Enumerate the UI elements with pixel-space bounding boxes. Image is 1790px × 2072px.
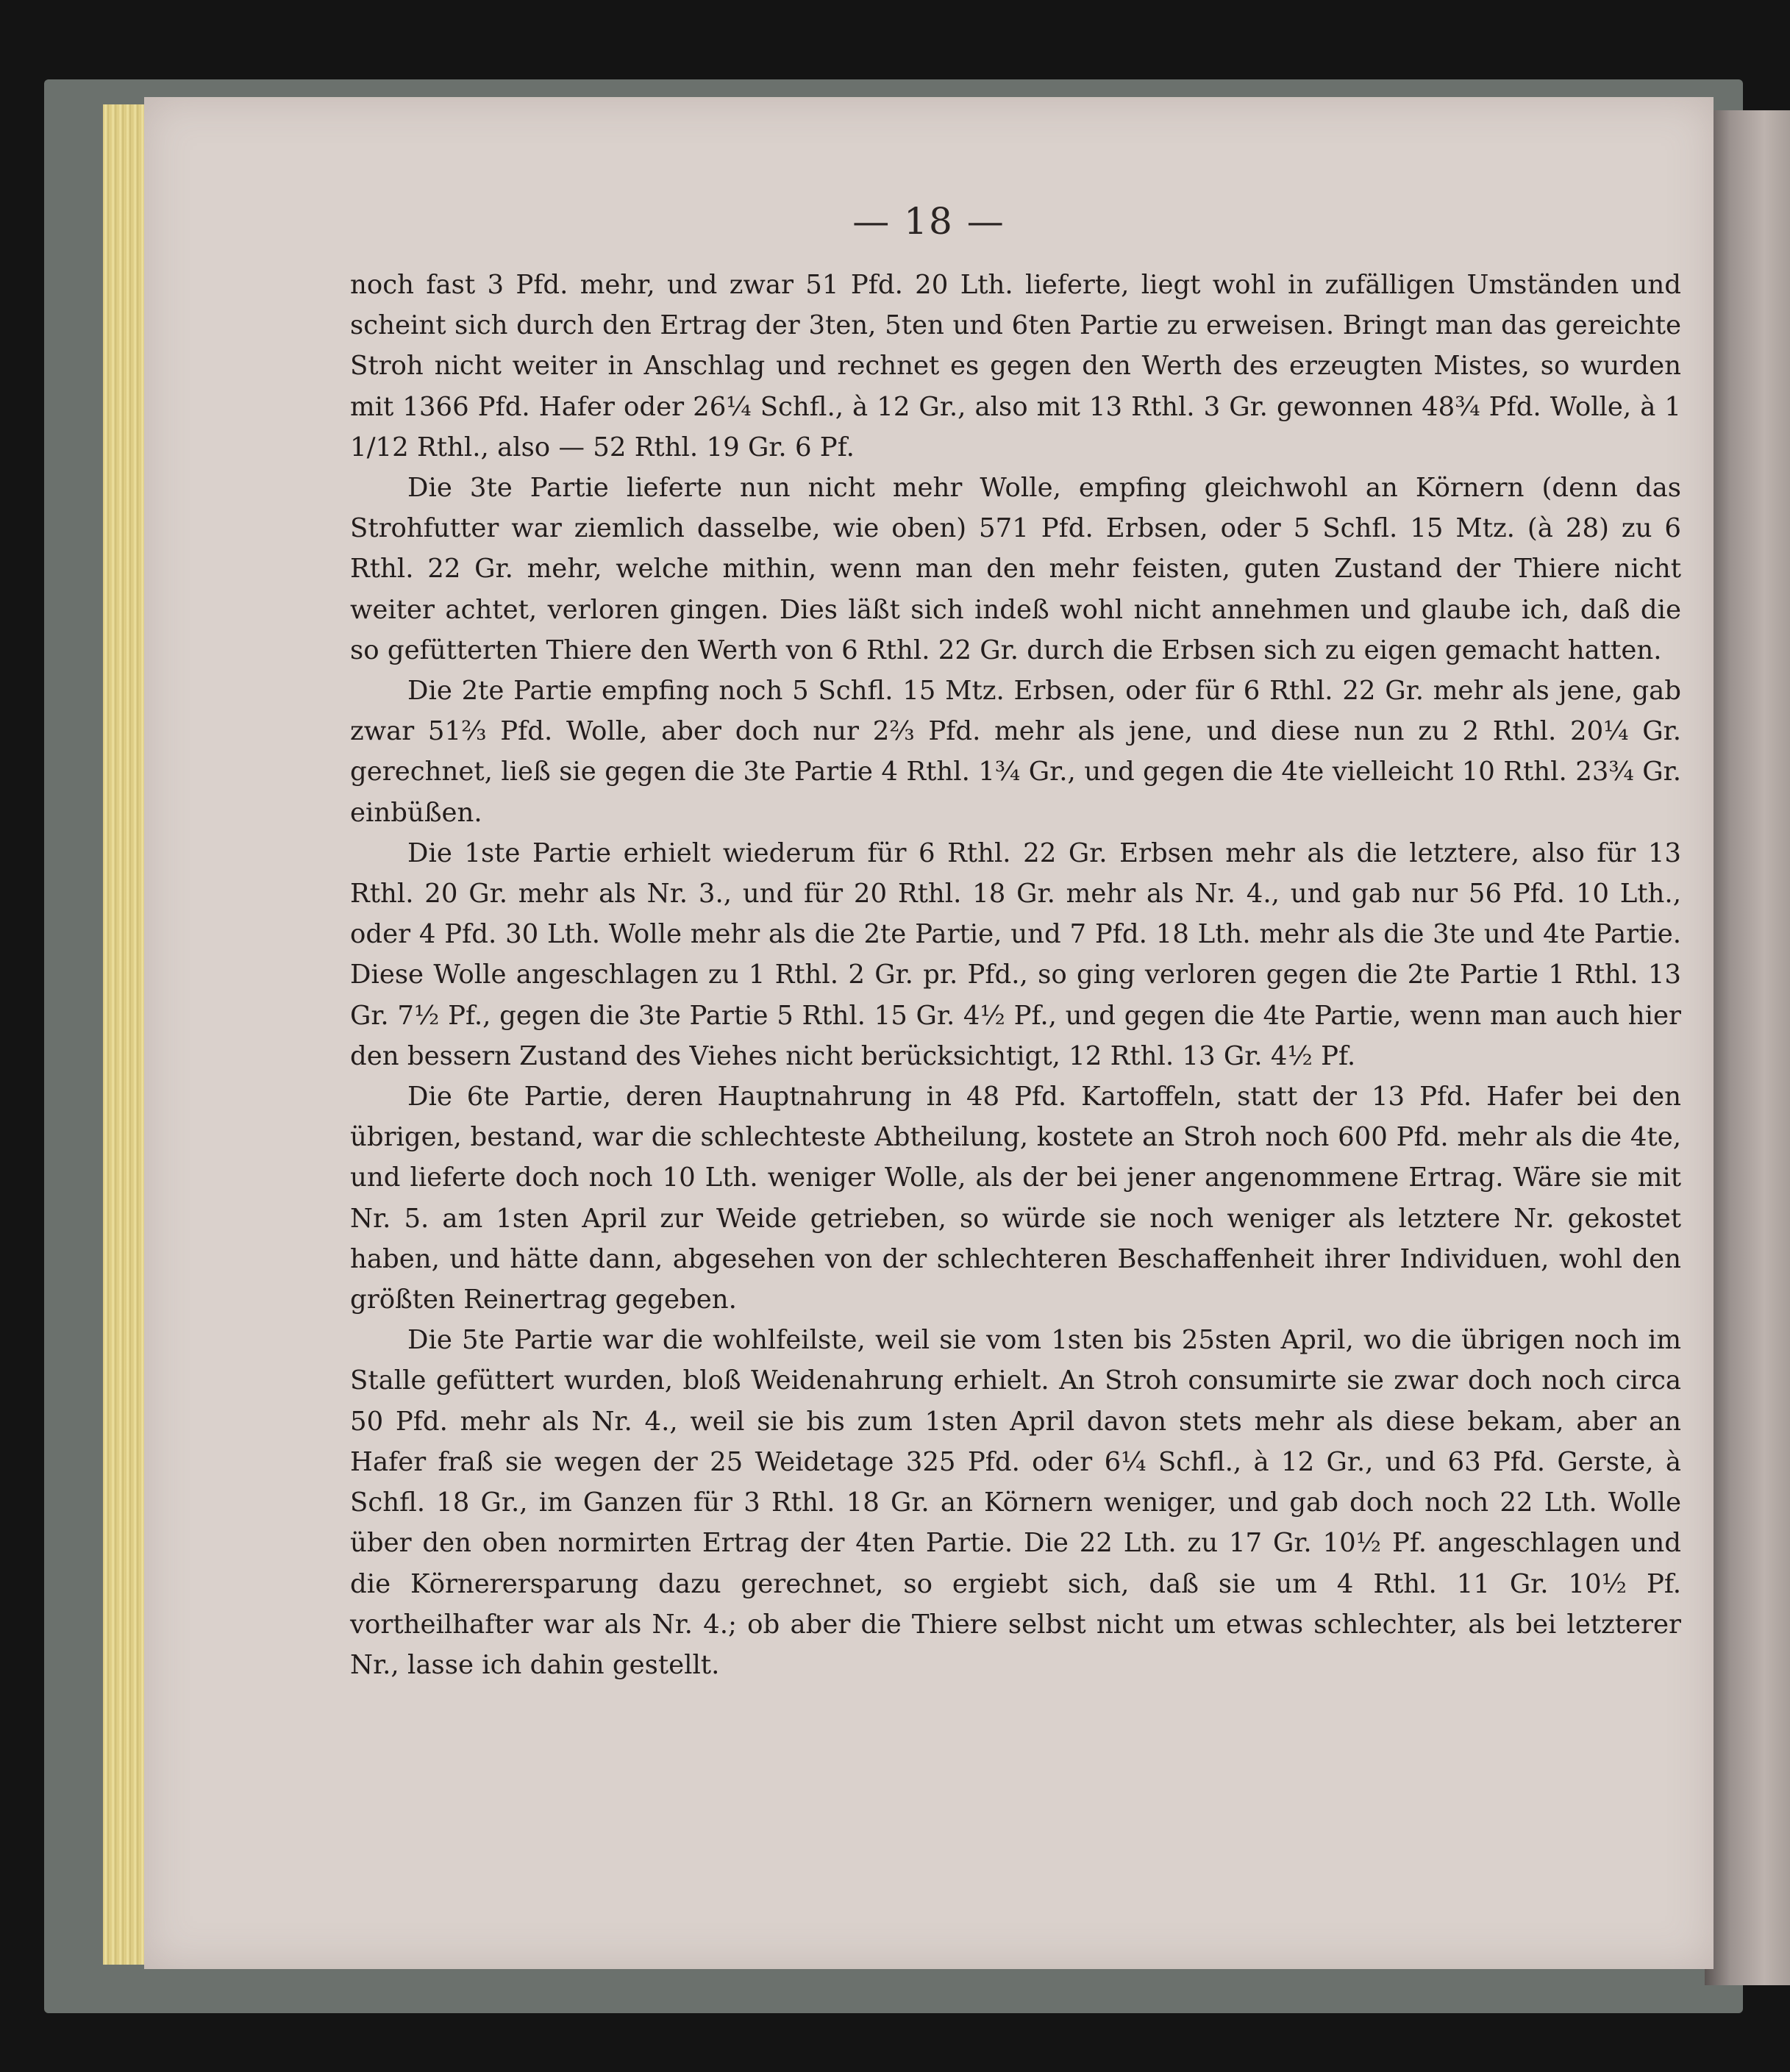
- paragraph-6: Die 5te Partie war die wohlfeilste, weil sie vom 1sten bis 25sten April, wo die übrigen noch im Stalle gefüttert wurden, bloß Weidenahrung erhielt. An Stroh consumirte sie zwar doch noch circa 50 Pfd. mehr als Nr. 4., weil sie bis zum 1sten April davon stets mehr als diese bekam, aber an Hafer fraß sie wegen der 25 Weidetage 325 Pfd. oder 6¼ Schfl., à 12 Gr., und 63 Pfd. Gerste, à Schfl. 18 Gr., im Ganzen für 3 Rthl. 18 Gr. an Körnern weniger, und gab doch noch 22 Lth. Wolle über den oben normirten Ertrag der 4ten Partie. Die 22 Lth. zu 17 Gr. 10½ Pf. angeschlagen und die Körnerersparung dazu gerechnet, so ergiebt sich, daß sie um 4 Rthl. 11 Gr. 10½ Pf. vortheilhafter war als Nr. 4.; ob aber die Thiere selbst nicht um etwas schlechter, als bei letzterer Nr., lasse ich dahin gestellt.: [350, 1325, 1681, 1680]
- paragraph-5: Die 6te Partie, deren Hauptnahrung in 48 Pfd. Kartoffeln, statt der 13 Pfd. Hafer bei den übrigen, bestand, war die schlechteste Abtheilung, kostete an Stroh noch 600 Pfd. mehr als die 4te, und lieferte doch noch 10 Lth. weniger Wolle, als der bei jener angenommene Ertrag. Wäre sie mit Nr. 5. am 1sten April zur Weide getrieben, so würde sie noch weniger als letztere Nr. gekostet haben, und hätte dann, abgesehen von der schlechteren Beschaffenheit ihrer Individuen, wohl den größten Reinertrag gegeben.: [350, 1082, 1681, 1315]
- paragraph-3: Die 2te Partie empfing noch 5 Schfl. 15 Mtz. Erbsen, oder für 6 Rthl. 22 Gr. mehr als jene, gab zwar 51⅔ Pfd. Wolle, aber doch nur 2⅔ Pfd. mehr als jene, und diese nun zu 2 Rthl. 20¼ Gr. gerechnet, ließ sie gegen die 3te Partie 4 Rthl. 1¾ Gr., und gegen die 4te vielleicht 10 Rthl. 23¾ Gr. einbüßen.: [350, 676, 1681, 828]
- page-number: — 18 —: [852, 200, 1005, 243]
- adjacent-page-edge: [1705, 110, 1790, 1985]
- page-body: [350, 265, 1681, 1685]
- paragraph-4: Die 1ste Partie erhielt wiederum für 6 Rthl. 22 Gr. Erbsen mehr als die letztere, also für 13 Rthl. 20 Gr. mehr als Nr. 3., und für 20 Rthl. 18 Gr. mehr als Nr. 4., und gab nur 56 Pfd. 10 Lth., oder 4 Pfd. 30 Lth. Wolle mehr als die 2te Partie, und 7 Pfd. 18 Lth. mehr als die 3te und 4te Partie. Diese Wolle angeschlagen zu 1 Rthl. 2 Gr. pr. Pfd., so ging verloren gegen die 2te Partie 1 Rthl. 13 Gr. 7½ Pf., gegen die 3te Partie 5 Rthl. 15 Gr. 4½ Pf., und gegen die 4te Partie, wenn man auch hier den bessern Zustand des Viehes nicht berücksichtigt, 12 Rthl. 13 Gr. 4½ Pf.: [350, 837, 1681, 1071]
- paragraph-2: Die 3te Partie lieferte nun nicht mehr Wolle, empfing gleichwohl an Körnern (denn das Strohfutter war ziemlich dasselbe, wie oben) 571 Pfd. Erbsen, oder 5 Schfl. 15 Mtz. (à 28) zu 6 Rthl. 22 Gr. mehr, welche mithin, wenn man den mehr feisten, guten Zustand der Thiere nicht weiter achtet, verloren gingen. Dies läßt sich indeß wohl nicht annehmen und glaube ich, daß die so gefütterten Thiere den Werth von 6 Rthl. 22 Gr. durch die Erbsen sich zu eigen gemacht hatten.: [350, 473, 1681, 665]
- book-page: [144, 97, 1714, 1969]
- paragraph-1: noch fast 3 Pfd. mehr, und zwar 51 Pfd. 20 Lth. lieferte, liegt wohl in zufälligen Umständen und scheint sich durch den Ertrag der 3ten, 5ten und 6ten Partie zu erweisen. Bringt man das gereichte Stroh nicht weiter in Anschlag und rechnet es gegen den Werth des erzeugten Mistes, so wurden mit 1366 Pfd. Hafer oder 26¼ Schfl., à 12 Gr., also mit 13 Rthl. 3 Gr. gewonnen 48¾ Pfd. Wolle, à 1 1/12 Rthl., also — 52 Rthl. 19 Gr. 6 Pf.: [350, 270, 1681, 462]
